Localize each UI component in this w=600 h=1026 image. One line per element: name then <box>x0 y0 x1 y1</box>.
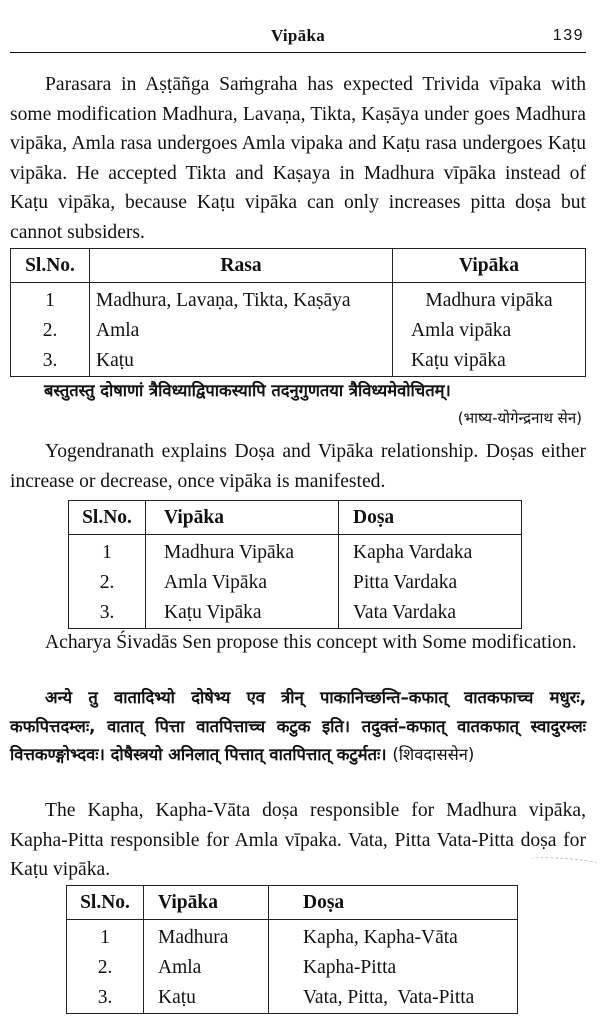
cell-dosa: Vata Vardaka <box>339 598 522 629</box>
cell-slno: 1 <box>67 920 144 954</box>
cell-vipaka: Kaṭu vipāka <box>393 346 586 377</box>
cell-slno: 2. <box>69 568 146 598</box>
table-vipaka-dosa-sivadas <box>66 885 518 1014</box>
cell-vipaka: Amla vipāka <box>393 316 586 346</box>
table-rasa-vipaka <box>10 248 586 377</box>
cell-vipaka: Madhura Vipāka <box>146 535 339 569</box>
cell-slno: 3. <box>67 983 144 1014</box>
cell-slno: 2. <box>11 316 90 346</box>
column-header-vipaka: Vipāka <box>393 249 586 283</box>
cell-dosa: Kapha, Kapha-Vāta <box>269 920 518 954</box>
table-row <box>69 535 522 569</box>
table-row <box>11 316 586 346</box>
paragraph-kapha <box>10 796 586 885</box>
table-row <box>67 920 518 954</box>
cell-vipaka: Amla Vipāka <box>146 568 339 598</box>
cell-dosa: Kapha Vardaka <box>339 535 522 569</box>
header-rule <box>10 52 586 53</box>
paragraph-yogendranath <box>10 437 586 496</box>
cell-slno: 3. <box>69 598 146 629</box>
cell-vipaka: Kaṭu Vipāka <box>146 598 339 629</box>
page-number: 139 <box>552 27 584 44</box>
column-header-slno: Sl.No. <box>69 501 146 535</box>
table-row <box>11 283 586 317</box>
table-header-row <box>11 249 586 283</box>
column-header-dosa: Doṣa <box>269 886 518 920</box>
cell-dosa: Vata, Pitta, Vata-Pitta <box>269 983 518 1014</box>
table-header-row <box>67 886 518 920</box>
paragraph-parasara <box>10 70 586 247</box>
cell-dosa: Pitta Vardaka <box>339 568 522 598</box>
cell-rasa: Amla <box>90 316 393 346</box>
cell-slno: 3. <box>11 346 90 377</box>
paragraph-text: Parasara in Aṣṭāñga Saṁgraha has expected Trivida vīpaka with some modification Madhura, Lavaṇa, Tikta, Kaṣāya under goes Madhura vipāka, Amla rasa undergoes Amla vipaka and Kaṭu rasa undergoes Kaṭu vipāka. He accepted Tikta and Kaṣaya in Madhura vīpāka instead of Kaṭu vipāka, because Kaṭu vipāka can only increases pitta doṣa but cannot subsiders. <box>10 74 586 243</box>
sanskrit-verse-2 <box>10 684 586 770</box>
table-row <box>69 598 522 629</box>
verse-2-text: अन्ये तु वातादिभ्यो दोषेभ्य एव त्रीन् पाकानिच्छन्ति–कफात् वातकफाच्च मधुरः, कफपित्तदम्लः, वातात् पित्ता वातपित्ताच्च कटुक इति। तदुक्तं–कफात् वातकफात् स्वादुरम्लः वित्तकण्ङ्गोभ्दवः। दोषैस्त्रयो अनिलात् पित्तात् वातपित्तात् कटुर्मतः। <box>10 688 586 764</box>
column-header-slno: Sl.No. <box>11 249 90 283</box>
column-header-dosa: Doṣa <box>339 501 522 535</box>
table-row <box>69 568 522 598</box>
table-header-row <box>69 501 522 535</box>
cell-slno: 1 <box>69 535 146 569</box>
column-header-rasa: Rasa <box>90 249 393 283</box>
paragraph-text: The Kapha, Kapha-Vāta doṣa responsible for Madhura vipāka, Kapha-Pitta responsible for Amla vīpaka. Vata, Pitta Vata-Pitta doṣa for Kaṭu vipāka. <box>10 800 586 880</box>
paragraph-text: Acharya Śivadās Sen propose this concept with Some modification. <box>45 632 577 653</box>
cell-dosa: Kapha-Pitta <box>269 953 518 983</box>
running-title: Vipāka <box>270 26 326 45</box>
cell-rasa: Madhura, Lavaṇa, Tikta, Kaṣāya <box>90 283 393 317</box>
cell-vipaka: Amla <box>144 953 269 983</box>
column-header-vipaka: Vipāka <box>146 501 339 535</box>
verse-2-attribution: (शिवदाससेन) <box>392 745 475 764</box>
cell-vipaka: Madhura vipāka <box>393 283 586 317</box>
column-header-vipaka: Vipāka <box>144 886 269 920</box>
table-row <box>67 953 518 983</box>
cell-slno: 2. <box>67 953 144 983</box>
running-head <box>10 26 586 50</box>
sanskrit-verse-1: बस्तुतस्तु दोषाणां त्रैविध्याद्विपाकस्यापि तदनुगुणतया त्रैविध्यमेवोचितम्। <box>44 381 451 400</box>
paragraph-sivadas <box>10 628 586 658</box>
verse-1-attribution: (भाष्य-योगेन्द्रनाथ सेन) <box>457 409 582 427</box>
cell-slno: 1 <box>11 283 90 317</box>
table-row <box>11 346 586 377</box>
cell-vipaka: Madhura <box>144 920 269 954</box>
table-row <box>67 983 518 1014</box>
table-vipaka-dosa <box>68 500 522 629</box>
column-header-slno: Sl.No. <box>67 886 144 920</box>
cell-rasa: Kaṭu <box>90 346 393 377</box>
cell-vipaka: Kaṭu <box>144 983 269 1014</box>
paragraph-text: Yogendranath explains Doṣa and Vipāka relationship. Doṣas either increase or decrease, once vipāka is manifested. <box>10 441 586 492</box>
